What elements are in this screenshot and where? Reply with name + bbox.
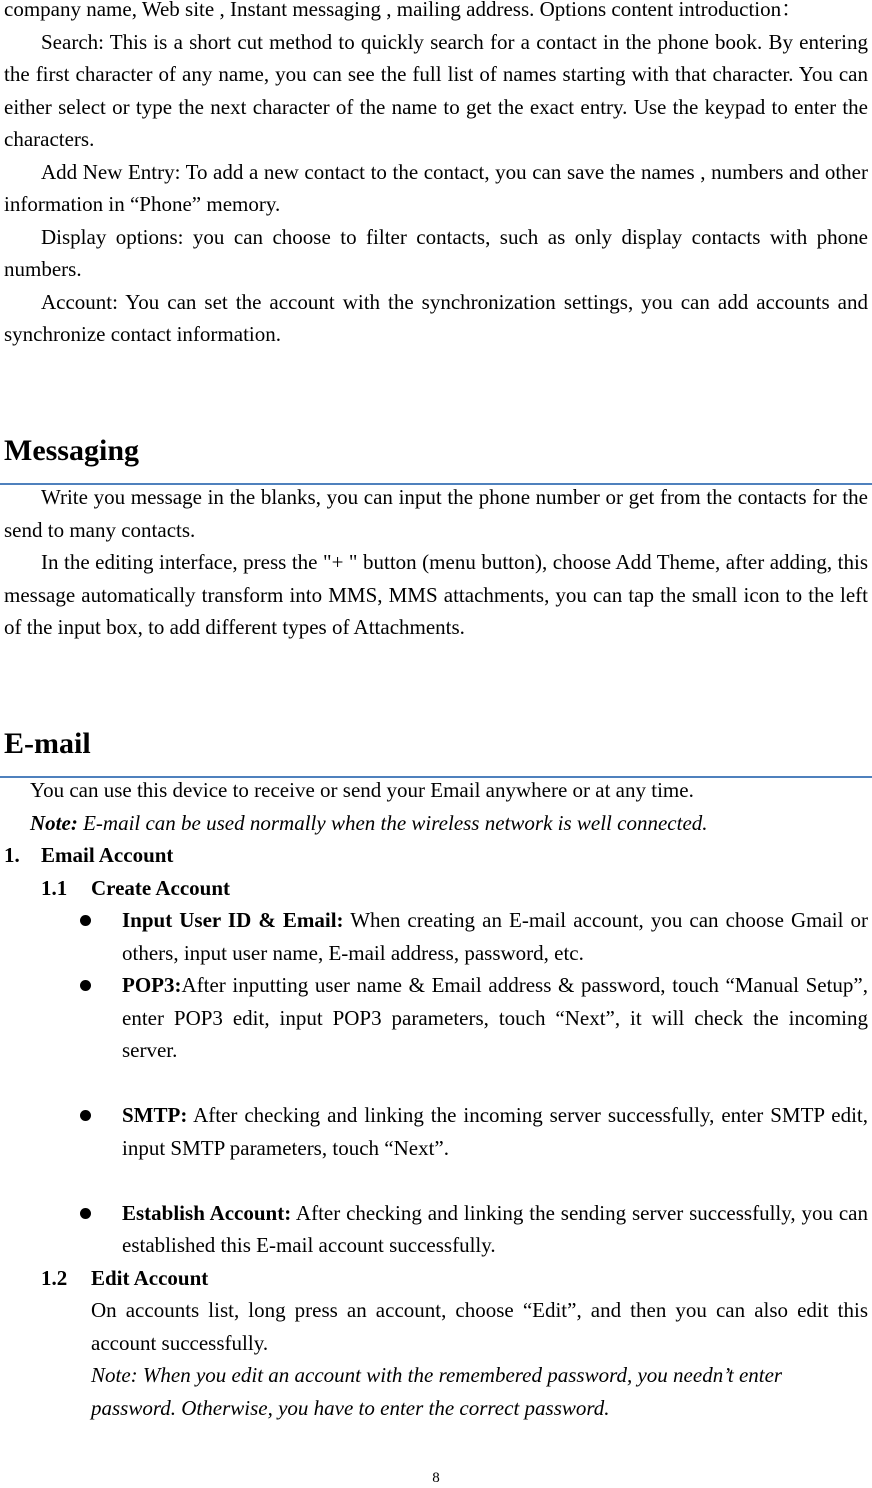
bullet-label: Establish Account:: [122, 1200, 292, 1225]
subsection-title: Edit Account: [91, 1265, 209, 1290]
email-note: [4, 807, 868, 840]
paragraph: company name, Web site , Instant messaging , mailing address. Options content introduction：: [4, 0, 803, 21]
bullet-icon: [80, 904, 122, 969]
bullet-item: [4, 1099, 868, 1164]
bullet-item: [4, 904, 868, 969]
paragraph: You can use this device to receive or send your Email anywhere or at any time.: [30, 778, 694, 802]
messaging-section: [0, 416, 872, 485]
bullet-icon: [80, 969, 122, 1067]
paragraph: Write you message in the blanks, you can input the phone number or get from the contacts for the send to many contacts.: [4, 485, 868, 542]
bullet-icon: [80, 1099, 122, 1164]
bullet-label: POP3:: [122, 973, 182, 997]
edit-note: [4, 1359, 868, 1424]
note-text: E-mail can be used normally when the wireless network is well connected.: [77, 810, 708, 835]
bullet-label: Input User ID & Email:: [122, 908, 344, 932]
bullet-text: After inputting user name & Email address & password, touch “Manual Setup”, enter POP3 edit, input POP3 parameters, touch “Next”, it will check the incoming server.: [122, 973, 868, 1062]
edit-note-text: Note: When you edit an account with the remembered password, you needn’t enter password. Otherwise, you have to enter the correct password.: [91, 1363, 783, 1420]
note-label: Note:: [30, 810, 78, 835]
paragraph: In the editing interface, press the "+ " button (menu button), choose Add Theme, after adding, this message automatically transform into MMS, MMS attachments, you can tap the small icon to the left of the input box, to add different types of Attachments.: [4, 550, 868, 639]
bullet-item: [4, 969, 868, 1067]
subsection-number: 1.1: [41, 875, 68, 900]
subsection-edit-account: [4, 1262, 868, 1295]
subsection-title: Create Account: [91, 875, 230, 900]
paragraph: On accounts list, long press an account, choose “Edit”, and then you can also edit this account successfully.: [91, 1298, 868, 1355]
bullet-text: After checking and linking the sending server successfully, you can established this E-mail account successfully.: [122, 1200, 868, 1257]
paragraph-search: Search: This is a short cut method to quickly search for a contact in the phone book. By entering the first character of any name, you can see the full list of names starting with that character. You can either select or type the next character of the name to get the exact entry. Use the keypad to enter the characters.: [4, 29, 868, 151]
section-number: 1.: [4, 843, 20, 867]
bullet-label: SMTP:: [122, 1103, 188, 1127]
paragraph-account: Account: You can set the account with the synchronization settings, you can add accounts and synchronize contact information.: [4, 289, 868, 346]
email-section: [0, 709, 872, 778]
contacts-section-continued: [4, 0, 868, 351]
paragraph-add-new-entry: Add New Entry: To add a new contact to the contact, you can save the names , numbers and other information in “Phone” memory.: [4, 159, 868, 216]
page-number: 8: [432, 1470, 440, 1486]
subsection-create-account: [4, 872, 868, 905]
bullet-icon: [80, 1197, 122, 1262]
bullet-text: After checking and linking the incoming server successfully, enter SMTP edit, input SMTP parameters, touch “Next”.: [122, 1103, 868, 1160]
bullet-item: [4, 1197, 868, 1262]
subsection-number: 1.2: [41, 1265, 68, 1290]
section-email-account: [4, 839, 868, 872]
paragraph-display-options: Display options: you can choose to filter contacts, such as only display contacts with phone numbers.: [4, 224, 868, 281]
email-heading: E-mail: [0, 709, 872, 778]
bullet-text: When creating an E-mail account, you can choose Gmail or others, input user name, E-mail address, password, etc.: [122, 908, 868, 965]
messaging-heading: Messaging: [0, 416, 872, 485]
email-body: [4, 774, 868, 1424]
section-title: Email Account: [41, 843, 174, 867]
messaging-body: [4, 481, 868, 644]
